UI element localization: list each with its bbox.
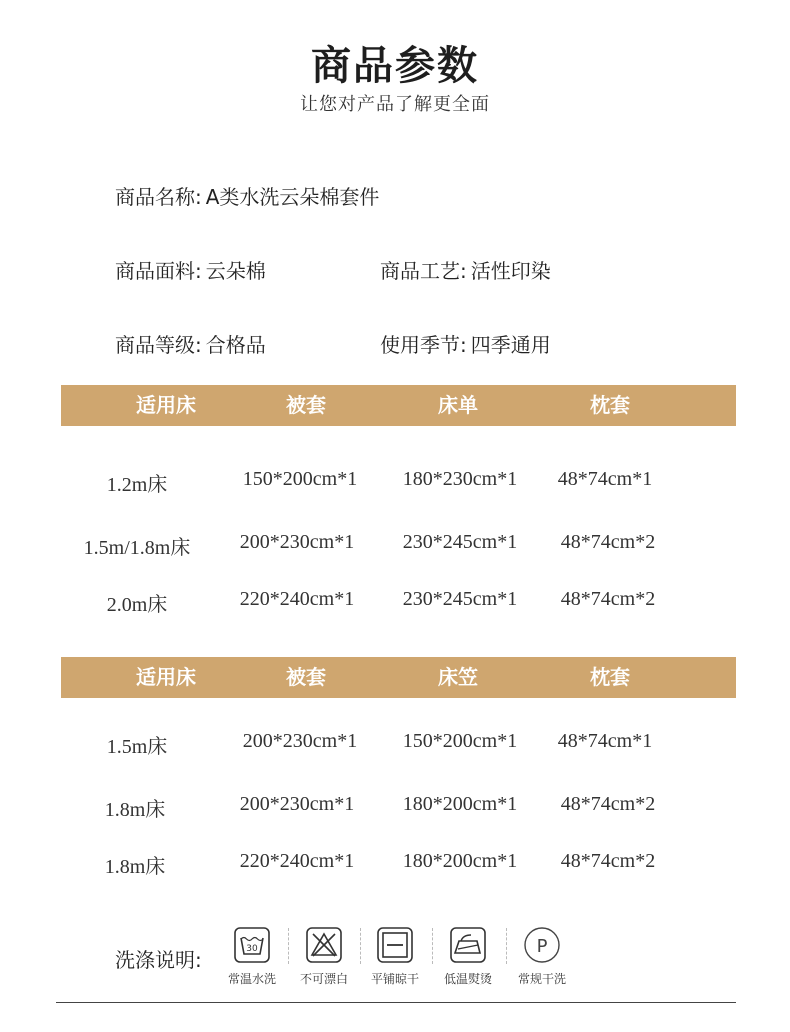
table-cell: 200*230cm*1 (239, 793, 355, 815)
table-row (0, 793, 790, 823)
table2-header-pillowcase: 枕套 (590, 665, 630, 689)
table-cell: 220*240cm*1 (239, 850, 355, 872)
season-label: 使用季节: (380, 333, 467, 357)
table-cell: 180*230cm*1 (402, 468, 518, 490)
table-cell: 1.8m床 (104, 856, 166, 878)
table-cell: 230*245cm*1 (402, 588, 518, 610)
table-cell: 48*74cm*1 (557, 468, 653, 490)
table-cell: 48*74cm*2 (560, 531, 656, 553)
table-cell: 200*230cm*1 (239, 531, 355, 553)
table-row (0, 730, 790, 760)
table2-header-duvet: 被套 (286, 665, 326, 689)
wash-text: 常温水洗 (227, 972, 276, 986)
table-row (0, 588, 790, 618)
info-row-name (115, 181, 379, 210)
fabric-label: 商品面料: (115, 259, 202, 283)
table-cell: 180*200cm*1 (402, 850, 518, 872)
table-row (0, 850, 790, 880)
table-cell: 1.8m床 (104, 799, 166, 821)
page-title: 商品参数 (311, 43, 479, 89)
season-value: 四季通用 (470, 333, 551, 357)
iron-low-icon (449, 926, 487, 964)
info-row-craft (380, 255, 551, 284)
craft-label: 商品工艺: (380, 259, 467, 283)
wash-item-no-bleach (289, 926, 359, 987)
table-row (0, 531, 790, 561)
name-label: 商品名称: (115, 185, 202, 209)
table2-header (61, 657, 736, 698)
table-cell: 230*245cm*1 (402, 531, 518, 553)
name-value: A类水洗云朵棉套件 (205, 185, 380, 209)
dry-clean-letter: P (536, 936, 548, 957)
table-cell: 2.0m床 (106, 594, 168, 616)
table-cell: 1.5m/1.8m床 (83, 537, 191, 559)
wash-item-flat-dry (360, 926, 430, 987)
info-row-grade (115, 329, 266, 358)
table-cell: 48*74cm*2 (560, 793, 656, 815)
table-cell: 180*200cm*1 (402, 793, 518, 815)
table-cell: 150*200cm*1 (242, 468, 358, 490)
wash-text: 低温熨烫 (443, 972, 492, 986)
wash-item-low-iron (433, 926, 503, 987)
no-bleach-icon (305, 926, 343, 964)
table2-header-fitted-sheet: 床笠 (438, 665, 478, 689)
dry-clean-p-icon (523, 926, 561, 964)
table2-header-bed: 适用床 (136, 665, 196, 689)
wash-temp-number: 30 (246, 944, 258, 954)
table-cell: 1.2m床 (106, 474, 168, 496)
table1-header-duvet: 被套 (286, 393, 326, 417)
wash-item-dry-clean (507, 926, 577, 987)
page-subtitle: 让您对产品了解更全面 (300, 94, 490, 115)
table1-header (61, 385, 736, 426)
table1-header-bed: 适用床 (136, 393, 196, 417)
flat-dry-icon (376, 926, 414, 964)
wash-item-normal-wash (217, 926, 287, 987)
table-cell: 200*230cm*1 (242, 730, 358, 752)
table-cell: 220*240cm*1 (239, 588, 355, 610)
table-row (0, 468, 790, 498)
table1-header-pillowcase: 枕套 (590, 393, 630, 417)
table-cell: 48*74cm*2 (560, 588, 656, 610)
table-cell: 1.5m床 (106, 736, 168, 758)
table-cell: 48*74cm*1 (557, 730, 653, 752)
wash-label: 洗涤说明: (115, 948, 202, 972)
wash-30-icon (233, 926, 271, 964)
craft-value: 活性印染 (470, 259, 551, 283)
grade-label: 商品等级: (115, 333, 202, 357)
table1-header-sheet: 床单 (438, 393, 478, 417)
wash-text: 不可漂白 (299, 972, 348, 986)
fabric-value: 云朵棉 (205, 259, 266, 283)
table-cell: 150*200cm*1 (402, 730, 518, 752)
info-row-season (380, 329, 551, 358)
table-cell: 48*74cm*2 (560, 850, 656, 872)
wash-text: 常规干洗 (517, 972, 566, 986)
wash-text: 平铺晾干 (370, 972, 419, 986)
grade-value: 合格品 (205, 333, 266, 357)
bottom-divider (56, 1002, 736, 1003)
info-row-fabric (115, 255, 266, 284)
